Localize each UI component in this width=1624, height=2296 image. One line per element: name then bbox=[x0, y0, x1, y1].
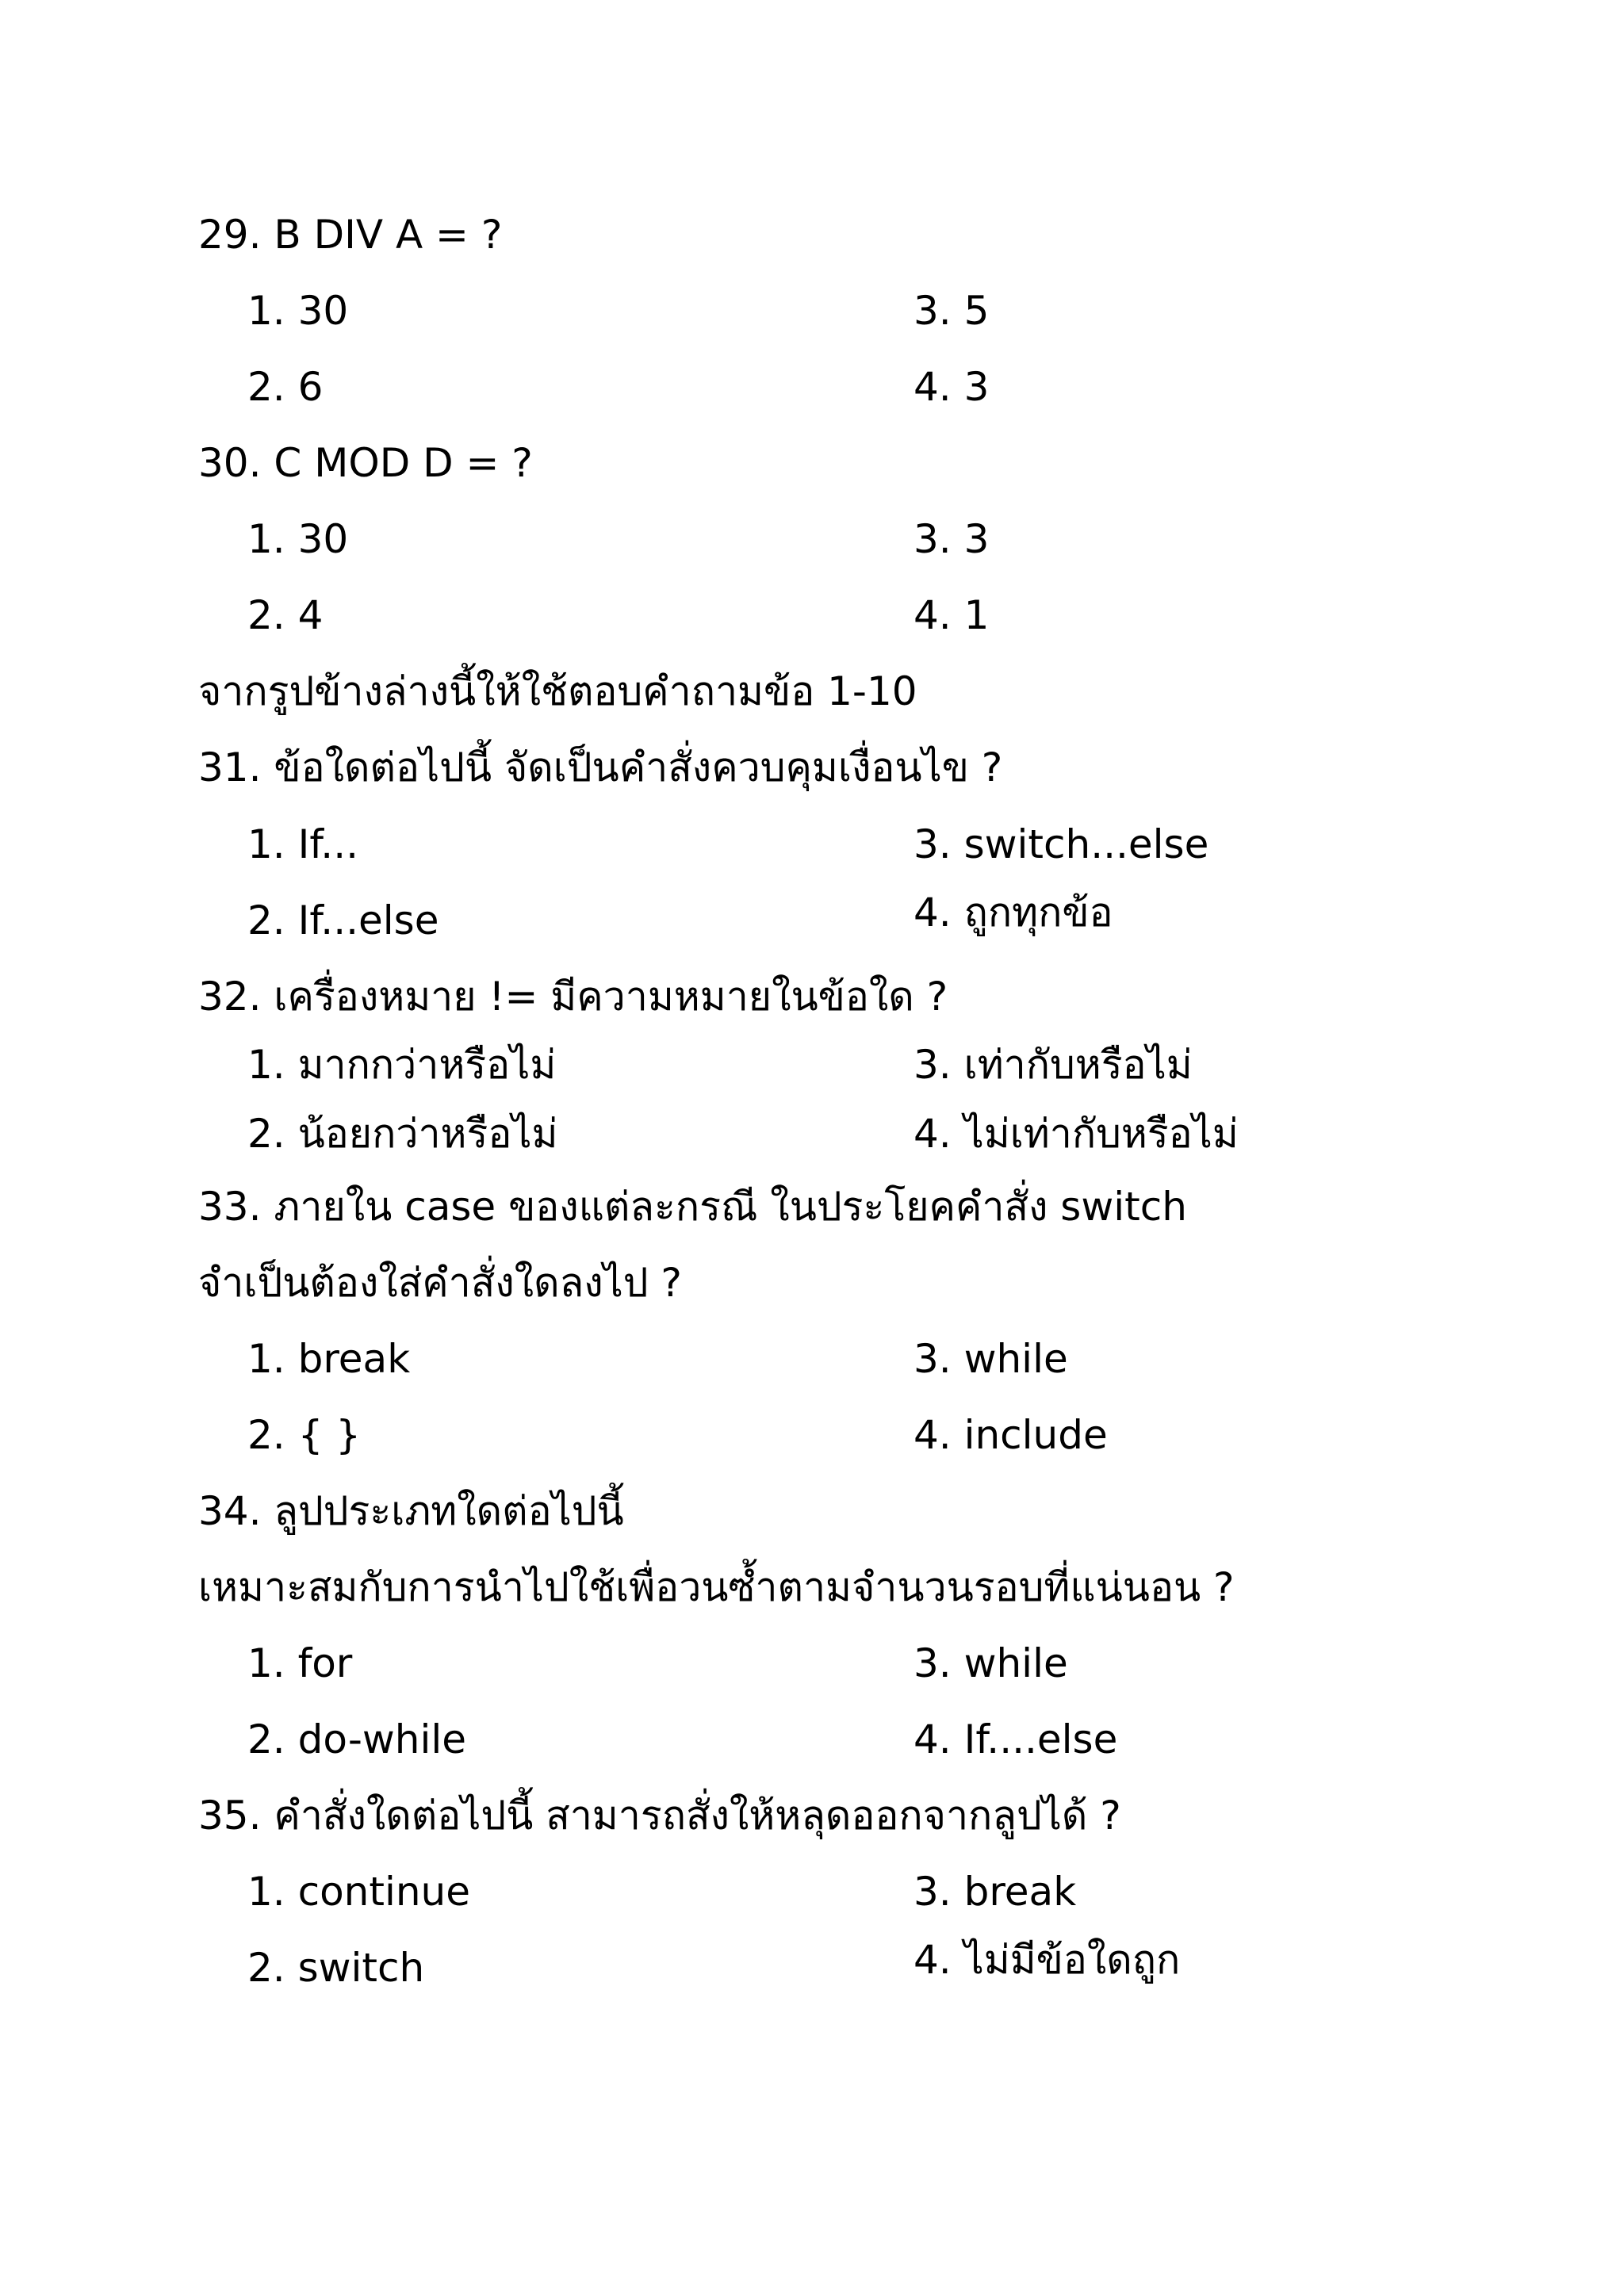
question-35: 35. คำสั่งใดต่อไปนี้ สามารถสั่งให้หลุดออกจากลูปได้ ? bbox=[198, 1793, 1121, 1839]
question-33: 33. ภายใน case ของแต่ละกรณี ในประโยคคำสั่ง switch bbox=[198, 1184, 1187, 1230]
q34-option-1: 1. for bbox=[247, 1640, 353, 1686]
q33-option-3: 3. while bbox=[914, 1336, 1068, 1382]
question-29: 29. B DIV A = ? bbox=[198, 212, 503, 258]
q34-option-2: 2. do-while bbox=[247, 1716, 467, 1762]
q35-option-3: 3. break bbox=[914, 1869, 1077, 1915]
question-32: 32. เครื่องหมาย != มีความหมายในข้อใด ? bbox=[198, 974, 948, 1020]
q32-option-2: 2. น้อยกว่าหรือไม่ bbox=[247, 1111, 558, 1157]
q29-option-1: 1. 30 bbox=[247, 288, 349, 334]
question-33-line-2: จำเป็นต้องใส่คำสั่งใดลงไป ? bbox=[198, 1260, 682, 1306]
q35-option-2: 2. switch bbox=[247, 1945, 425, 1991]
q32-option-4: 4. ไม่เท่ากับหรือไม่ bbox=[914, 1111, 1239, 1157]
q29-option-4: 4. 3 bbox=[914, 364, 990, 410]
q32-option-3: 3. เท่ากับหรือไม่ bbox=[914, 1042, 1193, 1088]
q31-option-1: 1. If... bbox=[247, 821, 358, 867]
q32-option-1: 1. มากกว่าหรือไม่ bbox=[247, 1042, 557, 1088]
q34-option-3: 3. while bbox=[914, 1640, 1068, 1686]
q33-option-4: 4. include bbox=[914, 1412, 1108, 1458]
q31-option-3: 3. switch...else bbox=[914, 821, 1209, 867]
q29-option-3: 3. 5 bbox=[914, 288, 990, 334]
q31-option-4: 4. ถูกทุกข้อ bbox=[914, 890, 1113, 936]
q35-option-1: 1. continue bbox=[247, 1869, 471, 1915]
question-34: 34. ลูปประเภทใดต่อไปนี้ bbox=[198, 1488, 624, 1534]
q34-option-4: 4. If....else bbox=[914, 1716, 1118, 1762]
question-31: 31. ข้อใดต่อไปนี้ จัดเป็นคำสั่งควบคุมเงื่อนไข ? bbox=[198, 744, 1003, 790]
q30-option-1: 1. 30 bbox=[247, 516, 349, 562]
q33-option-1: 1. break bbox=[247, 1336, 411, 1382]
q31-option-2: 2. If...else bbox=[247, 897, 439, 943]
q33-option-2: 2. { } bbox=[247, 1412, 362, 1458]
question-34-line-2: เหมาะสมกับการนำไปใช้เพื่อวนซ้ำตามจำนวนรอบที่แน่นอน ? bbox=[198, 1564, 1235, 1610]
question-30: 30. C MOD D = ? bbox=[198, 440, 533, 486]
q35-option-4: 4. ไม่มีข้อใดถูก bbox=[914, 1937, 1181, 1983]
q30-option-3: 3. 3 bbox=[914, 516, 990, 562]
q30-option-4: 4. 1 bbox=[914, 592, 990, 638]
q30-option-2: 2. 4 bbox=[247, 592, 324, 638]
instruction-text: จากรูปข้างล่างนี้ให้ใช้ตอบคำถามข้อ 1-10 bbox=[198, 668, 917, 714]
q29-option-2: 2. 6 bbox=[247, 364, 324, 410]
